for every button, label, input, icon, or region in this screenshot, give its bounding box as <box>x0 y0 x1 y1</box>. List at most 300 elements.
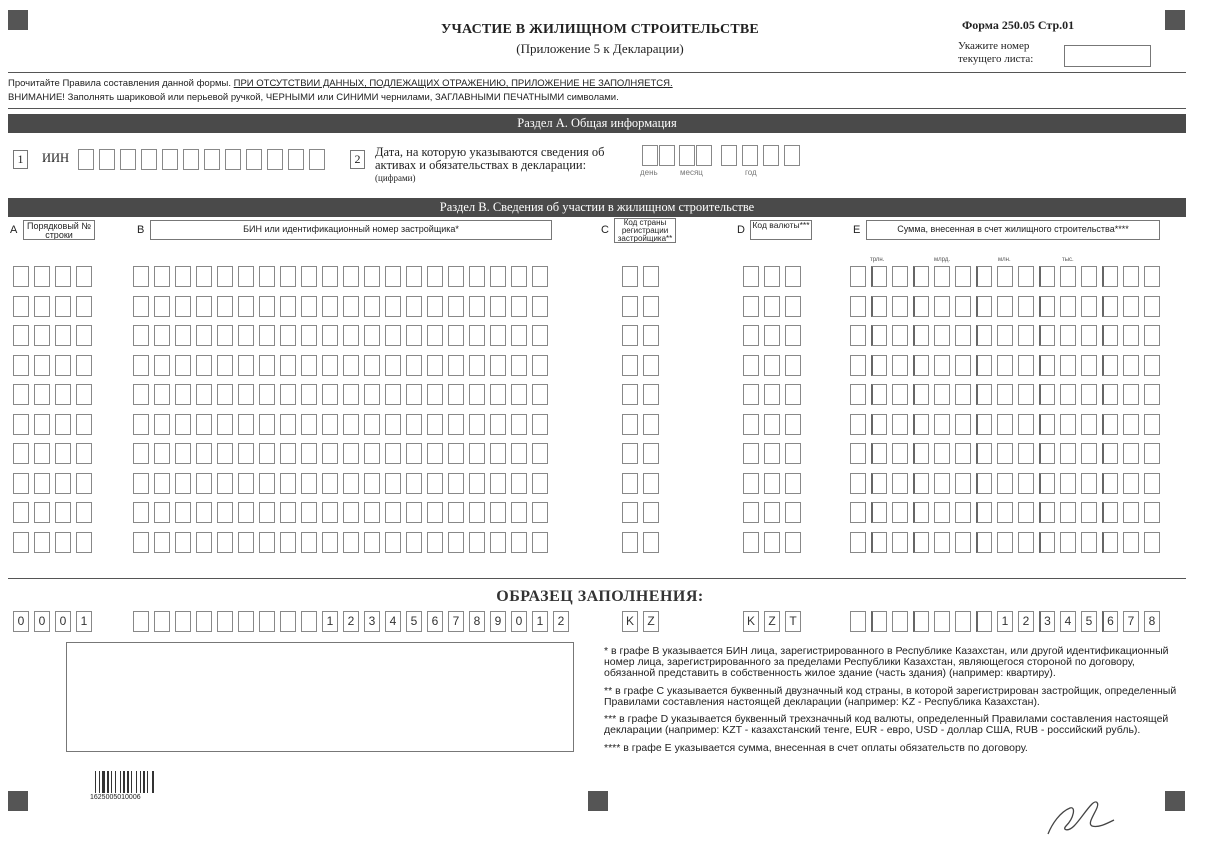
currency-code-cell[interactable] <box>764 325 780 346</box>
developer-id-cell[interactable] <box>175 355 191 376</box>
currency-code-cell[interactable] <box>764 473 780 494</box>
developer-id-cell[interactable] <box>490 384 506 405</box>
amount-cell[interactable] <box>934 296 950 317</box>
currency-code-cell[interactable] <box>785 443 801 464</box>
developer-id-cell[interactable] <box>259 443 275 464</box>
developer-id-cell[interactable] <box>364 296 380 317</box>
amount-cell[interactable] <box>913 414 929 435</box>
amount-cell[interactable] <box>1123 532 1139 553</box>
row-number-cell[interactable] <box>34 473 50 494</box>
developer-id-cell[interactable] <box>217 414 233 435</box>
amount-cell[interactable] <box>934 502 950 523</box>
developer-id-cell[interactable] <box>532 532 548 553</box>
date-cell[interactable] <box>659 145 675 166</box>
row-number-cell[interactable] <box>76 532 92 553</box>
developer-id-cell[interactable] <box>532 443 548 464</box>
amount-cell[interactable] <box>1102 384 1118 405</box>
developer-id-cell[interactable] <box>532 414 548 435</box>
amount-cell[interactable] <box>1039 443 1055 464</box>
country-code-cell[interactable] <box>643 296 659 317</box>
developer-id-cell[interactable] <box>427 502 443 523</box>
developer-id-cell[interactable] <box>196 266 212 287</box>
amount-cell[interactable] <box>1144 325 1160 346</box>
amount-cell[interactable] <box>1039 502 1055 523</box>
developer-id-cell[interactable] <box>259 296 275 317</box>
developer-id-cell[interactable] <box>511 384 527 405</box>
row-number-cell[interactable] <box>76 384 92 405</box>
currency-code-cell[interactable] <box>743 502 759 523</box>
developer-id-cell[interactable] <box>343 502 359 523</box>
developer-id-cell[interactable] <box>238 384 254 405</box>
amount-cell[interactable] <box>871 443 887 464</box>
amount-cell[interactable] <box>850 414 866 435</box>
country-code-cell[interactable] <box>643 443 659 464</box>
developer-id-cell[interactable] <box>259 502 275 523</box>
amount-cell[interactable] <box>1018 355 1034 376</box>
developer-id-cell[interactable] <box>301 532 317 553</box>
amount-cell[interactable] <box>892 414 908 435</box>
developer-id-cell[interactable] <box>427 532 443 553</box>
sample-developer-id-cell[interactable]: 8 <box>469 611 485 632</box>
amount-cell[interactable] <box>913 532 929 553</box>
developer-id-cell[interactable] <box>511 443 527 464</box>
sample-amount-cell[interactable]: 3 <box>1039 611 1055 632</box>
sample-amount-cell[interactable]: 4 <box>1060 611 1076 632</box>
sample-developer-id-cell[interactable] <box>280 611 296 632</box>
currency-code-cell[interactable] <box>743 414 759 435</box>
sample-developer-id-cell[interactable]: 1 <box>322 611 338 632</box>
amount-cell[interactable] <box>955 502 971 523</box>
country-code-cell[interactable] <box>643 414 659 435</box>
developer-id-cell[interactable] <box>280 384 296 405</box>
amount-cell[interactable] <box>955 443 971 464</box>
developer-id-cell[interactable] <box>532 325 548 346</box>
sample-amount-cell[interactable]: 1 <box>997 611 1013 632</box>
sample-amount-cell[interactable] <box>871 611 887 632</box>
developer-id-cell[interactable] <box>406 355 422 376</box>
amount-cell[interactable] <box>997 325 1013 346</box>
amount-cell[interactable] <box>1081 325 1097 346</box>
developer-id-cell[interactable] <box>364 443 380 464</box>
row-number-cell[interactable] <box>55 502 71 523</box>
developer-id-cell[interactable] <box>133 473 149 494</box>
row-number-cell[interactable] <box>55 473 71 494</box>
sample-developer-id-cell[interactable] <box>238 611 254 632</box>
iin-cell[interactable] <box>204 149 220 170</box>
developer-id-cell[interactable] <box>196 414 212 435</box>
developer-id-cell[interactable] <box>280 266 296 287</box>
amount-cell[interactable] <box>955 384 971 405</box>
amount-cell[interactable] <box>913 325 929 346</box>
developer-id-cell[interactable] <box>133 355 149 376</box>
amount-cell[interactable] <box>976 355 992 376</box>
iin-cell[interactable] <box>141 149 157 170</box>
currency-code-cell[interactable] <box>743 296 759 317</box>
developer-id-cell[interactable] <box>490 532 506 553</box>
developer-id-cell[interactable] <box>406 296 422 317</box>
developer-id-cell[interactable] <box>343 414 359 435</box>
developer-id-cell[interactable] <box>532 266 548 287</box>
developer-id-cell[interactable] <box>448 473 464 494</box>
developer-id-cell[interactable] <box>469 355 485 376</box>
amount-cell[interactable] <box>1081 532 1097 553</box>
currency-code-cell[interactable] <box>785 384 801 405</box>
developer-id-cell[interactable] <box>301 296 317 317</box>
developer-id-cell[interactable] <box>301 325 317 346</box>
sample-amount-cell[interactable] <box>913 611 929 632</box>
sample-row-number-cell[interactable]: 1 <box>76 611 92 632</box>
amount-cell[interactable] <box>997 296 1013 317</box>
date-cell[interactable] <box>642 145 658 166</box>
developer-id-cell[interactable] <box>196 296 212 317</box>
row-number-cell[interactable] <box>13 266 29 287</box>
developer-id-cell[interactable] <box>511 532 527 553</box>
amount-cell[interactable] <box>1102 502 1118 523</box>
currency-code-cell[interactable] <box>785 473 801 494</box>
row-number-cell[interactable] <box>13 414 29 435</box>
amount-cell[interactable] <box>976 502 992 523</box>
amount-cell[interactable] <box>892 266 908 287</box>
developer-id-cell[interactable] <box>511 473 527 494</box>
amount-cell[interactable] <box>934 414 950 435</box>
amount-cell[interactable] <box>871 502 887 523</box>
currency-code-cell[interactable] <box>785 325 801 346</box>
amount-cell[interactable] <box>1081 414 1097 435</box>
amount-cell[interactable] <box>1081 502 1097 523</box>
sample-developer-id-cell[interactable] <box>259 611 275 632</box>
sample-developer-id-cell[interactable]: 2 <box>553 611 569 632</box>
row-number-cell[interactable] <box>55 532 71 553</box>
developer-id-cell[interactable] <box>490 414 506 435</box>
currency-code-cell[interactable] <box>743 266 759 287</box>
amount-cell[interactable] <box>1102 473 1118 494</box>
row-number-cell[interactable] <box>55 325 71 346</box>
developer-id-cell[interactable] <box>385 296 401 317</box>
developer-id-cell[interactable] <box>175 532 191 553</box>
iin-cell[interactable] <box>288 149 304 170</box>
amount-cell[interactable] <box>1060 502 1076 523</box>
row-number-cell[interactable] <box>76 325 92 346</box>
row-number-cell[interactable] <box>34 355 50 376</box>
developer-id-cell[interactable] <box>469 414 485 435</box>
developer-id-cell[interactable] <box>385 473 401 494</box>
currency-code-cell[interactable] <box>785 296 801 317</box>
amount-cell[interactable] <box>976 296 992 317</box>
developer-id-cell[interactable] <box>322 473 338 494</box>
row-number-cell[interactable] <box>55 296 71 317</box>
developer-id-cell[interactable] <box>511 325 527 346</box>
amount-cell[interactable] <box>997 355 1013 376</box>
developer-id-cell[interactable] <box>343 532 359 553</box>
amount-cell[interactable] <box>913 296 929 317</box>
amount-cell[interactable] <box>1123 355 1139 376</box>
currency-code-cell[interactable] <box>764 384 780 405</box>
developer-id-cell[interactable] <box>490 355 506 376</box>
developer-id-cell[interactable] <box>364 325 380 346</box>
developer-id-cell[interactable] <box>427 296 443 317</box>
amount-cell[interactable] <box>1060 384 1076 405</box>
amount-cell[interactable] <box>913 355 929 376</box>
row-number-cell[interactable] <box>34 414 50 435</box>
developer-id-cell[interactable] <box>448 266 464 287</box>
developer-id-cell[interactable] <box>385 532 401 553</box>
sheet-number-input[interactable] <box>1064 45 1151 67</box>
amount-cell[interactable] <box>976 325 992 346</box>
developer-id-cell[interactable] <box>217 502 233 523</box>
developer-id-cell[interactable] <box>322 384 338 405</box>
iin-cell[interactable] <box>309 149 325 170</box>
developer-id-cell[interactable] <box>133 266 149 287</box>
developer-id-cell[interactable] <box>154 266 170 287</box>
currency-code-cell[interactable] <box>785 532 801 553</box>
amount-cell[interactable] <box>892 384 908 405</box>
sample-developer-id-cell[interactable] <box>301 611 317 632</box>
developer-id-cell[interactable] <box>217 473 233 494</box>
developer-id-cell[interactable] <box>469 532 485 553</box>
country-code-cell[interactable] <box>622 473 638 494</box>
amount-cell[interactable] <box>934 532 950 553</box>
amount-cell[interactable] <box>1060 414 1076 435</box>
developer-id-cell[interactable] <box>322 532 338 553</box>
amount-cell[interactable] <box>850 473 866 494</box>
currency-code-cell[interactable] <box>743 443 759 464</box>
developer-id-cell[interactable] <box>196 325 212 346</box>
developer-id-cell[interactable] <box>490 502 506 523</box>
amount-cell[interactable] <box>1144 384 1160 405</box>
developer-id-cell[interactable] <box>301 414 317 435</box>
country-code-cell[interactable] <box>622 414 638 435</box>
amount-cell[interactable] <box>997 443 1013 464</box>
row-number-cell[interactable] <box>13 355 29 376</box>
amount-cell[interactable] <box>1123 325 1139 346</box>
developer-id-cell[interactable] <box>469 266 485 287</box>
developer-id-cell[interactable] <box>406 384 422 405</box>
amount-cell[interactable] <box>1144 266 1160 287</box>
sample-row-number-cell[interactable]: 0 <box>13 611 29 632</box>
developer-id-cell[interactable] <box>490 325 506 346</box>
developer-id-cell[interactable] <box>322 296 338 317</box>
row-number-cell[interactable] <box>13 325 29 346</box>
date-cell[interactable] <box>721 145 737 166</box>
developer-id-cell[interactable] <box>133 532 149 553</box>
developer-id-cell[interactable] <box>259 473 275 494</box>
developer-id-cell[interactable] <box>406 473 422 494</box>
developer-id-cell[interactable] <box>154 296 170 317</box>
date-cell[interactable] <box>742 145 758 166</box>
iin-cell[interactable] <box>99 149 115 170</box>
currency-code-cell[interactable] <box>743 532 759 553</box>
iin-cell[interactable] <box>78 149 94 170</box>
sample-amount-cell[interactable] <box>976 611 992 632</box>
amount-cell[interactable] <box>997 266 1013 287</box>
country-code-cell[interactable] <box>643 502 659 523</box>
developer-id-cell[interactable] <box>385 502 401 523</box>
developer-id-cell[interactable] <box>259 384 275 405</box>
date-cell[interactable] <box>679 145 695 166</box>
developer-id-cell[interactable] <box>196 502 212 523</box>
amount-cell[interactable] <box>1018 532 1034 553</box>
developer-id-cell[interactable] <box>238 414 254 435</box>
developer-id-cell[interactable] <box>175 502 191 523</box>
amount-cell[interactable] <box>1123 296 1139 317</box>
country-code-cell[interactable] <box>622 532 638 553</box>
developer-id-cell[interactable] <box>175 325 191 346</box>
developer-id-cell[interactable] <box>427 266 443 287</box>
developer-id-cell[interactable] <box>406 266 422 287</box>
amount-cell[interactable] <box>913 266 929 287</box>
amount-cell[interactable] <box>1102 414 1118 435</box>
sample-country-code-cell[interactable]: Z <box>643 611 659 632</box>
developer-id-cell[interactable] <box>196 443 212 464</box>
sample-country-code-cell[interactable]: K <box>622 611 638 632</box>
amount-cell[interactable] <box>1123 443 1139 464</box>
row-number-cell[interactable] <box>55 414 71 435</box>
developer-id-cell[interactable] <box>364 355 380 376</box>
developer-id-cell[interactable] <box>280 532 296 553</box>
developer-id-cell[interactable] <box>301 473 317 494</box>
developer-id-cell[interactable] <box>490 443 506 464</box>
row-number-cell[interactable] <box>55 384 71 405</box>
developer-id-cell[interactable] <box>217 325 233 346</box>
sample-amount-cell[interactable]: 6 <box>1102 611 1118 632</box>
developer-id-cell[interactable] <box>154 355 170 376</box>
developer-id-cell[interactable] <box>343 296 359 317</box>
developer-id-cell[interactable] <box>490 296 506 317</box>
amount-cell[interactable] <box>1123 502 1139 523</box>
developer-id-cell[interactable] <box>385 414 401 435</box>
row-number-cell[interactable] <box>76 502 92 523</box>
currency-code-cell[interactable] <box>743 384 759 405</box>
developer-id-cell[interactable] <box>343 443 359 464</box>
amount-cell[interactable] <box>997 473 1013 494</box>
date-cell[interactable] <box>763 145 779 166</box>
developer-id-cell[interactable] <box>217 384 233 405</box>
amount-cell[interactable] <box>1018 325 1034 346</box>
currency-code-cell[interactable] <box>785 266 801 287</box>
developer-id-cell[interactable] <box>511 414 527 435</box>
amount-cell[interactable] <box>892 443 908 464</box>
developer-id-cell[interactable] <box>448 532 464 553</box>
developer-id-cell[interactable] <box>175 384 191 405</box>
developer-id-cell[interactable] <box>448 296 464 317</box>
amount-cell[interactable] <box>913 384 929 405</box>
developer-id-cell[interactable] <box>406 502 422 523</box>
amount-cell[interactable] <box>871 384 887 405</box>
developer-id-cell[interactable] <box>238 355 254 376</box>
developer-id-cell[interactable] <box>322 355 338 376</box>
amount-cell[interactable] <box>1060 355 1076 376</box>
currency-code-cell[interactable] <box>764 355 780 376</box>
amount-cell[interactable] <box>955 355 971 376</box>
country-code-cell[interactable] <box>643 532 659 553</box>
developer-id-cell[interactable] <box>217 443 233 464</box>
developer-id-cell[interactable] <box>343 473 359 494</box>
amount-cell[interactable] <box>913 502 929 523</box>
developer-id-cell[interactable] <box>469 443 485 464</box>
amount-cell[interactable] <box>976 532 992 553</box>
amount-cell[interactable] <box>1144 473 1160 494</box>
developer-id-cell[interactable] <box>154 325 170 346</box>
developer-id-cell[interactable] <box>427 384 443 405</box>
sample-amount-cell[interactable] <box>955 611 971 632</box>
developer-id-cell[interactable] <box>385 355 401 376</box>
sample-developer-id-cell[interactable]: 9 <box>490 611 506 632</box>
developer-id-cell[interactable] <box>175 473 191 494</box>
currency-code-cell[interactable] <box>764 502 780 523</box>
developer-id-cell[interactable] <box>427 355 443 376</box>
amount-cell[interactable] <box>1144 502 1160 523</box>
developer-id-cell[interactable] <box>133 325 149 346</box>
amount-cell[interactable] <box>997 414 1013 435</box>
amount-cell[interactable] <box>1039 473 1055 494</box>
currency-code-cell[interactable] <box>764 266 780 287</box>
developer-id-cell[interactable] <box>217 266 233 287</box>
developer-id-cell[interactable] <box>322 414 338 435</box>
developer-id-cell[interactable] <box>448 414 464 435</box>
amount-cell[interactable] <box>976 414 992 435</box>
currency-code-cell[interactable] <box>764 443 780 464</box>
amount-cell[interactable] <box>955 532 971 553</box>
amount-cell[interactable] <box>850 266 866 287</box>
amount-cell[interactable] <box>1039 355 1055 376</box>
developer-id-cell[interactable] <box>280 502 296 523</box>
amount-cell[interactable] <box>976 443 992 464</box>
amount-cell[interactable] <box>892 325 908 346</box>
sample-developer-id-cell[interactable]: 5 <box>406 611 422 632</box>
amount-cell[interactable] <box>1102 325 1118 346</box>
developer-id-cell[interactable] <box>343 266 359 287</box>
currency-code-cell[interactable] <box>785 414 801 435</box>
amount-cell[interactable] <box>892 532 908 553</box>
amount-cell[interactable] <box>1102 296 1118 317</box>
developer-id-cell[interactable] <box>511 266 527 287</box>
amount-cell[interactable] <box>976 473 992 494</box>
sample-developer-id-cell[interactable] <box>154 611 170 632</box>
developer-id-cell[interactable] <box>385 443 401 464</box>
currency-code-cell[interactable] <box>764 296 780 317</box>
row-number-cell[interactable] <box>13 443 29 464</box>
developer-id-cell[interactable] <box>406 414 422 435</box>
developer-id-cell[interactable] <box>364 266 380 287</box>
amount-cell[interactable] <box>850 296 866 317</box>
row-number-cell[interactable] <box>55 355 71 376</box>
sample-currency-code-cell[interactable]: T <box>785 611 801 632</box>
developer-id-cell[interactable] <box>133 443 149 464</box>
amount-cell[interactable] <box>955 266 971 287</box>
developer-id-cell[interactable] <box>364 502 380 523</box>
developer-id-cell[interactable] <box>364 473 380 494</box>
amount-cell[interactable] <box>1144 532 1160 553</box>
row-number-cell[interactable] <box>55 266 71 287</box>
amount-cell[interactable] <box>1060 325 1076 346</box>
amount-cell[interactable] <box>1018 473 1034 494</box>
developer-id-cell[interactable] <box>511 355 527 376</box>
developer-id-cell[interactable] <box>259 532 275 553</box>
developer-id-cell[interactable] <box>175 443 191 464</box>
developer-id-cell[interactable] <box>259 266 275 287</box>
sample-developer-id-cell[interactable] <box>133 611 149 632</box>
currency-code-cell[interactable] <box>785 355 801 376</box>
country-code-cell[interactable] <box>643 325 659 346</box>
sample-amount-cell[interactable]: 5 <box>1081 611 1097 632</box>
sample-row-number-cell[interactable]: 0 <box>55 611 71 632</box>
developer-id-cell[interactable] <box>532 502 548 523</box>
developer-id-cell[interactable] <box>511 502 527 523</box>
row-number-cell[interactable] <box>13 532 29 553</box>
amount-cell[interactable] <box>871 355 887 376</box>
amount-cell[interactable] <box>1081 296 1097 317</box>
developer-id-cell[interactable] <box>532 384 548 405</box>
